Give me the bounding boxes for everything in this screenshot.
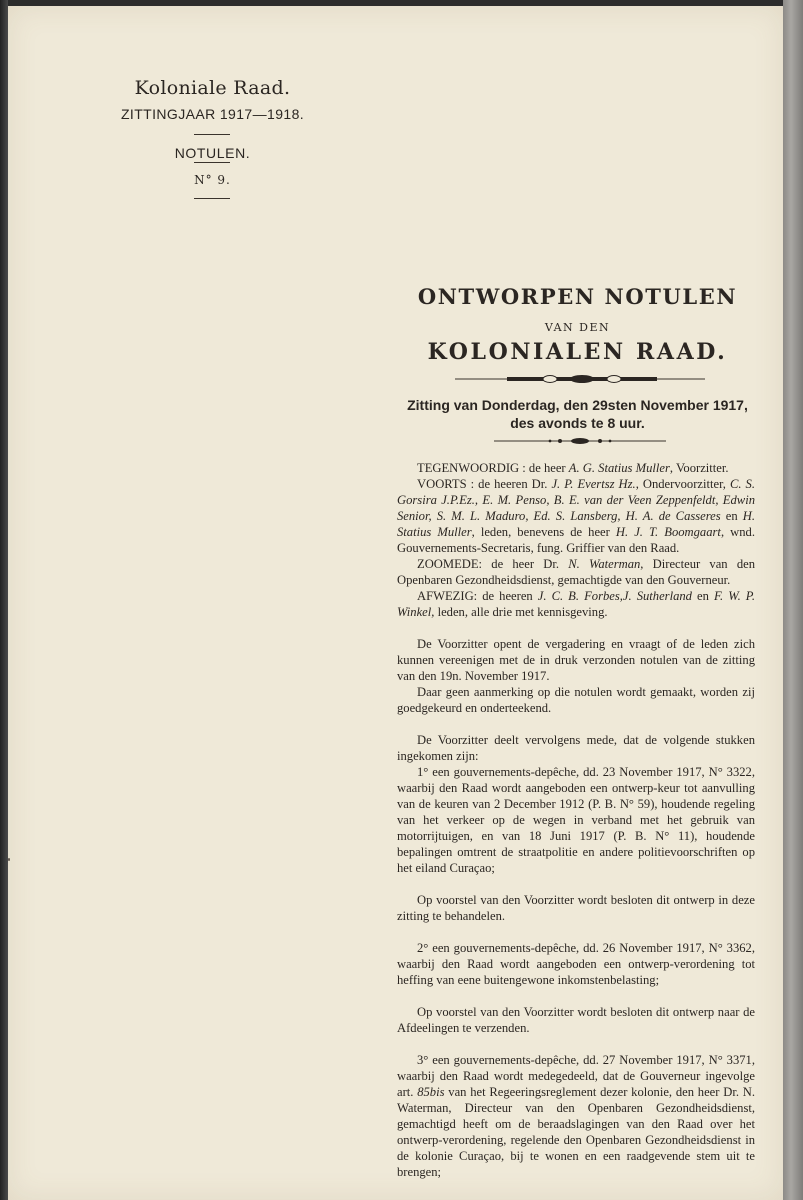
person-name: A. G. Statius Muller bbox=[568, 461, 670, 475]
person-names: J. C. B. Forbes,J. Sutherland bbox=[537, 589, 692, 603]
text-span: van het Regeeringsreglement dezer kolonie, den heer Dr. N. Waterman, Directeur van den Openbaren Gezondheidsdienst, gemachtigd heeft om de beraadslagingen van den Raad over het ontwerp-verordening, regelende den Openbaren Gezondheidsdienst in de kolonie Curaçao, bij te wonen en een raadgevende stem uit te brengen; bbox=[397, 1085, 755, 1179]
scan-right-edge bbox=[783, 0, 803, 1200]
minutes-body bbox=[397, 460, 755, 1180]
header-title: Koloniale Raad. bbox=[134, 77, 291, 99]
raad-title: KOLONIALEN RAAD. bbox=[427, 339, 728, 365]
ornament-rule-top bbox=[455, 373, 705, 385]
text-span: TEGENWOORDIG : de heer bbox=[417, 461, 569, 475]
header-number: N° 9. bbox=[194, 173, 231, 187]
text-span: AFWEZIG: de heeren bbox=[417, 589, 538, 603]
header-year: ZITTINGJAAR 1917—1918. bbox=[120, 106, 305, 122]
session-heading bbox=[400, 396, 755, 432]
text-span: ZOOMEDE: de heer Dr. bbox=[417, 557, 569, 571]
paragraph-item-2: 2° een gouvernements-depêche, dd. 26 November 1917, N° 3362, waarbij den Raad wordt aangeboden een ontwerp-verordening tot heffing van eene buitengewone inkomstenbelasting; bbox=[397, 941, 755, 987]
paragraph-zoomede bbox=[397, 556, 755, 588]
paragraph-afwezig bbox=[397, 588, 755, 620]
text-span: , Voorzitter. bbox=[669, 461, 729, 475]
session-heading-line1: Zitting van Donderdag, den 29sten November 1917, bbox=[407, 397, 748, 413]
person-name: H. J. T. Boomgaart bbox=[615, 525, 721, 539]
session-heading-line2: des avonds te 8 uur. bbox=[510, 415, 645, 431]
person-name: J. P. Evertsz Hz. bbox=[551, 477, 636, 491]
person-name: N. Waterman bbox=[568, 557, 641, 571]
text-span: , Ondervoorzitter, bbox=[635, 477, 730, 491]
paragraph-opening: De Voorzitter opent de vergadering en vraagt of de leden zich kunnen vereenigen met de in druk verzonden notulen van de zitting van den 19n. November 1917. bbox=[397, 637, 755, 683]
text-span: en bbox=[720, 509, 743, 523]
paragraph-item-3 bbox=[397, 1052, 755, 1180]
header-rule-1 bbox=[194, 134, 230, 135]
ornament-rule-bottom bbox=[494, 436, 666, 446]
paragraph-approval: Daar geen aanmerking op die notulen wordt gemaakt, worden zij goedgekeurd en onderteekend. bbox=[397, 685, 755, 715]
header-rule-2 bbox=[194, 162, 230, 163]
text-span: VOORTS : de heeren Dr. bbox=[417, 477, 552, 491]
scan-speck bbox=[8, 858, 10, 861]
text-span: , leden, benevens de heer bbox=[471, 525, 616, 539]
text-span: en bbox=[691, 589, 714, 603]
text-span: , wnd. Gouvernements-Secretaris, fung. Griffier van den Raad. bbox=[397, 525, 755, 555]
person-names: C. S. Gorsira J.P.Ez., E. M. Penso, B. E. van der Veen Zeppenfeldt, Edwin Senior, S. M. L. Maduro, Ed. S. Lansberg, H. A. de Casseres bbox=[397, 477, 755, 523]
main-title: ONTWORPEN NOTULEN bbox=[417, 284, 738, 309]
person-name: H. Statius Muller bbox=[397, 509, 755, 539]
paragraph-voorts bbox=[397, 476, 755, 556]
article-ref: 85bis bbox=[417, 1085, 445, 1099]
scan-left-border bbox=[0, 0, 8, 1200]
person-name: F. W. P. Winkel, bbox=[397, 589, 755, 619]
text-span: 3° een gouvernements-depêche, dd. 27 November 1917, N° 3371, waarbij den Raad wordt medegedeeld, dat de Gouverneur ingevolge art. bbox=[397, 1053, 755, 1099]
paragraph-item-1: 1° een gouvernements-depêche, dd. 23 November 1917, N° 3322, waarbij den Raad wordt aangeboden een ontwerp-keur tot aanvulling van de keuren van 2 December 1912 (P. B. N° 59), houdende regeling van het verkeer op de wegen in verband met het gebruik van motorrijtuigen, en van 18 Juni 1917 (P. B. N° 11), houdende bepalingen omtrent de straatpolitie en andere politievoorschriften op het eiland Curaçao; bbox=[397, 765, 755, 875]
paragraph-decision-2: Op voorstel van den Voorzitter wordt besloten dit ontwerp naar de Afdeelingen te verzenden. bbox=[397, 1005, 755, 1035]
van-den-label: VAN DEN bbox=[544, 321, 611, 334]
paragraph-announcement: De Voorzitter deelt vervolgens mede, dat de volgende stukken ingekomen zijn: bbox=[397, 733, 755, 763]
text-span: , Directeur van den Openbaren Gezondheidsdienst, gemachtigde van den Gouverneur. bbox=[397, 557, 755, 587]
header-rule-3 bbox=[194, 198, 230, 199]
text-span: leden, alle drie met kennisgeving. bbox=[434, 605, 608, 619]
header-notulen: NOTULEN. bbox=[174, 145, 251, 161]
paragraph-tegenwoordig bbox=[397, 460, 755, 476]
paragraph-decision-1: Op voorstel van den Voorzitter wordt besloten dit ontwerp in deze zitting te behandelen. bbox=[397, 893, 755, 923]
